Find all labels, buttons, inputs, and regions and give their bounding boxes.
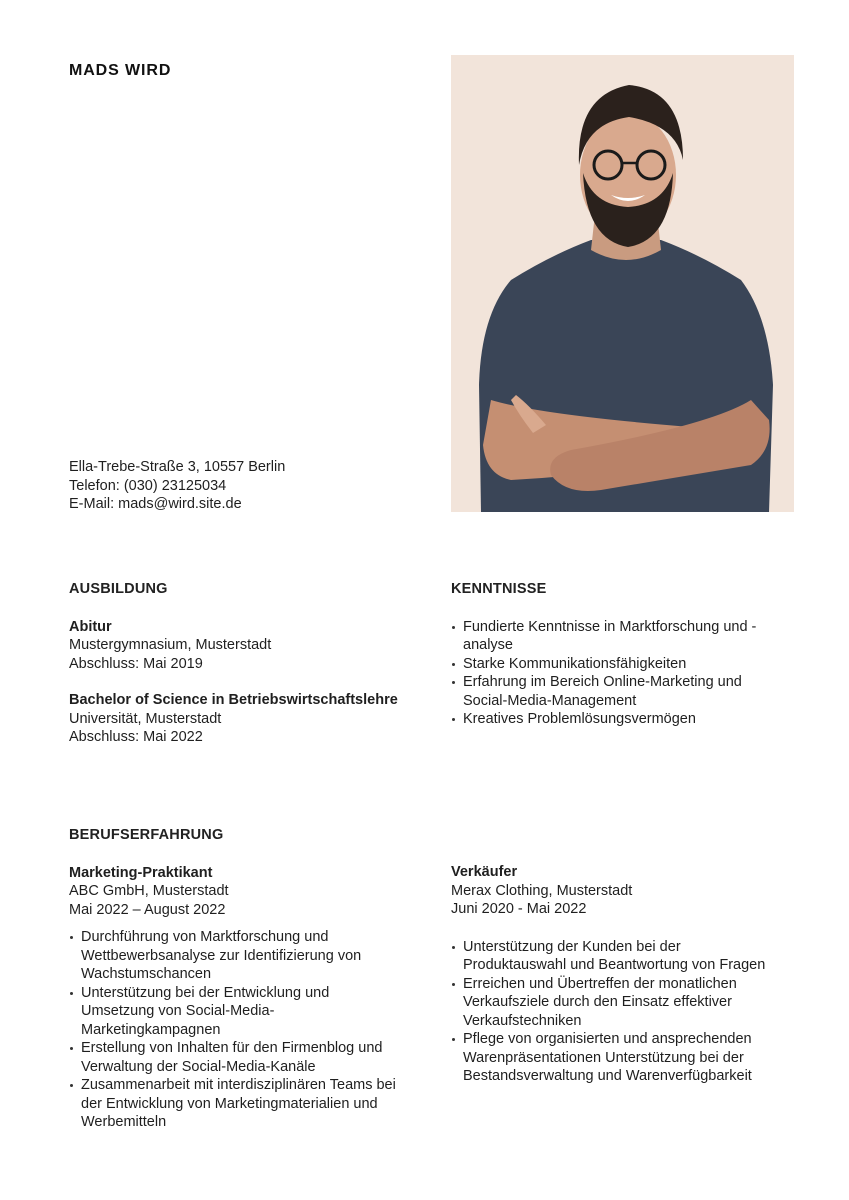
job-tasks bbox=[451, 938, 781, 1086]
contact-email: E-Mail: mads@wird.site.de bbox=[69, 496, 242, 512]
job-period: Juni 2020 - Mai 2022 bbox=[451, 901, 587, 917]
skill-item: Erfahrung im Bereich Online-Marketing und Social-Media-Management bbox=[451, 673, 781, 710]
skills-title: KENNTNISSE bbox=[451, 581, 547, 597]
contact-address: Ella-Trebe-Straße 3, 10557 Berlin bbox=[69, 459, 286, 475]
job-task: Erreichen und Übertreffen der monatlichen Verkaufsziele durch den Einsatz effektiver Verkaufstechniken bbox=[451, 975, 781, 1031]
applicant-name: MADS WIRD bbox=[69, 62, 172, 79]
job-tasks bbox=[69, 928, 399, 1132]
job-task: Erstellung von Inhalten für den Firmenblog und Verwaltung der Social-Media-Kanäle bbox=[69, 1039, 399, 1076]
education-degree: Abitur bbox=[69, 618, 112, 635]
skill-item: Fundierte Kenntnisse in Marktforschung und -analyse bbox=[451, 618, 781, 655]
education-section bbox=[69, 580, 429, 747]
experience-section bbox=[69, 826, 429, 1132]
contact-phone: Telefon: (030) 23125034 bbox=[69, 477, 227, 494]
job-task: Unterstützung der Kunden bei der Produktauswahl und Beantwortung von Fragen bbox=[451, 938, 781, 975]
education-entry bbox=[69, 618, 429, 674]
job-position: Marketing-Praktikant bbox=[69, 864, 213, 881]
education-degree: Bachelor of Science in Betriebswirtschaftslehre bbox=[69, 692, 398, 708]
education-entry bbox=[69, 691, 429, 747]
job-entry bbox=[69, 864, 399, 1132]
education-completion: Abschluss: Mai 2019 bbox=[69, 655, 203, 672]
contact-block bbox=[69, 458, 429, 514]
job-entry bbox=[451, 863, 781, 1086]
education-institution: Mustergymnasium, Musterstadt bbox=[69, 637, 272, 653]
education-completion: Abschluss: Mai 2022 bbox=[69, 729, 203, 745]
education-title: AUSBILDUNG bbox=[69, 581, 168, 597]
job-position: Verkäufer bbox=[451, 864, 518, 880]
experience-title: BERUFSERFAHRUNG bbox=[69, 827, 224, 843]
skill-item: Kreatives Problemlösungsvermögen bbox=[451, 710, 781, 729]
job-task: Unterstützung bei der Entwicklung und Umsetzung von Social-Media-Marketingkampagnen bbox=[69, 984, 399, 1040]
job-period: Mai 2022 – August 2022 bbox=[69, 901, 226, 918]
portrait-illustration bbox=[451, 55, 794, 512]
skill-item: Starke Kommunikationsfähigkeiten bbox=[451, 655, 781, 674]
portrait-photo bbox=[451, 55, 794, 512]
job-task: Durchführung von Marktforschung und Wettbewerbsanalyse zur Identifizierung von Wachstumschancen bbox=[69, 928, 399, 984]
job-company: Merax Clothing, Musterstadt bbox=[451, 882, 633, 899]
job-task: Pflege von organisierten und ansprechenden Warenpräsentationen Unterstützung bei der Bestandsverwaltung und Warenverfügbarkeit bbox=[451, 1030, 781, 1086]
job-task: Zusammenarbeit mit interdisziplinären Teams bei der Entwicklung von Marketingmaterialien und Werbemitteln bbox=[69, 1076, 399, 1132]
skills-section bbox=[451, 580, 781, 729]
education-institution: Universität, Musterstadt bbox=[69, 710, 222, 727]
job-company: ABC GmbH, Musterstadt bbox=[69, 883, 229, 899]
skills-list bbox=[451, 618, 781, 729]
